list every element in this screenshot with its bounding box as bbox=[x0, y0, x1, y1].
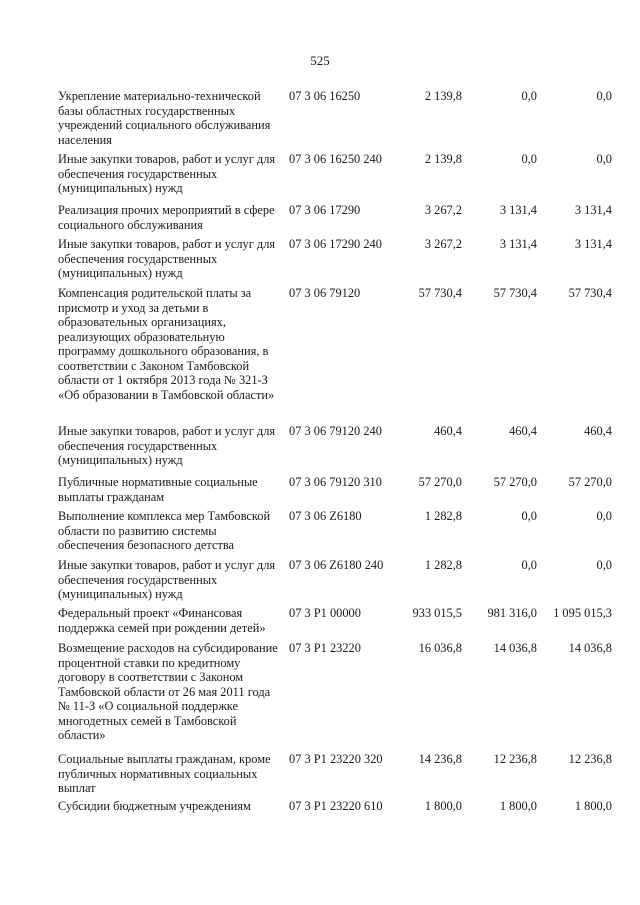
amount-year-2: 0,0 bbox=[521, 89, 537, 103]
item-code: 07 3 06 79120 bbox=[289, 286, 361, 300]
item-code: 07 3 06 16250 bbox=[289, 89, 361, 103]
page-number: 525 bbox=[310, 53, 330, 68]
item-name: Иные закупки товаров, работ и услуг для обеспечения государственных (муниципальных) нужд bbox=[58, 152, 276, 195]
item-name: Субсидии бюджетным учреждениям bbox=[58, 799, 251, 813]
amount-year-3: 0,0 bbox=[596, 509, 612, 523]
item-name: Иные закупки товаров, работ и услуг для обеспечения государственных (муниципальных) нужд bbox=[58, 424, 276, 467]
amount-year-1: 57 730,4 bbox=[418, 286, 462, 300]
item-name: Федеральный проект «Финансовая поддержка семей при рождении детей» bbox=[58, 606, 266, 635]
amount-year-3: 57 270,0 bbox=[568, 475, 612, 489]
amount-year-1: 2 139,8 bbox=[424, 89, 462, 103]
item-name: Иные закупки товаров, работ и услуг для обеспечения государственных (муниципальных) нужд bbox=[58, 558, 276, 601]
item-code: 07 3 06 17290 240 bbox=[289, 237, 382, 251]
item-code: 07 3 06 79120 310 bbox=[289, 475, 382, 489]
amount-year-1: 14 236,8 bbox=[418, 752, 462, 766]
amount-year-2: 0,0 bbox=[521, 558, 537, 572]
item-name: Компенсация родительской платы за присмотр и уход за детьми в образовательных организациях, реализующих образовательную программу дошкольного образования, в соответствии с Законом Тамбовской области от 1 октября 2013 года № 321-З «Об образовании в Тамбовской области» bbox=[58, 286, 275, 402]
amount-year-1: 933 015,5 bbox=[412, 606, 462, 620]
amount-year-2: 3 131,4 bbox=[499, 237, 537, 251]
amount-year-1: 57 270,0 bbox=[418, 475, 462, 489]
amount-year-3: 12 236,8 bbox=[568, 752, 612, 766]
item-code: 07 3 P1 23220 610 bbox=[289, 799, 383, 813]
amount-year-2: 12 236,8 bbox=[493, 752, 537, 766]
amount-year-2: 57 730,4 bbox=[493, 286, 537, 300]
amount-year-3: 57 730,4 bbox=[568, 286, 612, 300]
item-name: Укрепление материально-технической базы областных государственных учреждений социального обслуживания населения bbox=[58, 89, 271, 147]
amount-year-2: 0,0 bbox=[521, 509, 537, 523]
amount-year-3: 0,0 bbox=[596, 89, 612, 103]
item-name: Социальные выплаты гражданам, кроме публичных нормативных социальных выплат bbox=[58, 752, 271, 795]
item-code: 07 3 P1 23220 320 bbox=[289, 752, 383, 766]
amount-year-3: 1 800,0 bbox=[574, 799, 612, 813]
item-code: 07 3 06 17290 bbox=[289, 203, 361, 217]
item-name: Публичные нормативные социальные выплаты гражданам bbox=[58, 475, 258, 504]
item-code: 07 3 06 Z6180 bbox=[289, 509, 362, 523]
item-code: 07 3 06 16250 240 bbox=[289, 152, 382, 166]
amount-year-2: 3 131,4 bbox=[499, 203, 537, 217]
item-code: 07 3 06 79120 240 bbox=[289, 424, 382, 438]
item-name: Реализация прочих мероприятий в сфере социального обслуживания bbox=[58, 203, 275, 232]
item-name: Выполнение комплекса мер Тамбовской области по развитию системы обеспечения безопасного детства bbox=[58, 509, 271, 552]
amount-year-3: 460,4 bbox=[584, 424, 612, 438]
item-code: 07 3 06 Z6180 240 bbox=[289, 558, 384, 572]
amount-year-1: 1 282,8 bbox=[424, 509, 462, 523]
amount-year-1: 1 800,0 bbox=[424, 799, 462, 813]
amount-year-1: 16 036,8 bbox=[418, 641, 462, 655]
amount-year-1: 460,4 bbox=[434, 424, 462, 438]
amount-year-3: 14 036,8 bbox=[568, 641, 612, 655]
item-name: Возмещение расходов на субсидирование процентной ставки по кредитному договору в соответствии с Законом Тамбовской области от 26 мая 2011 года № 11-З «О социальной поддержке многодетных семей в Тамбовской области» bbox=[58, 641, 278, 742]
amount-year-1: 2 139,8 bbox=[424, 152, 462, 166]
amount-year-2: 981 316,0 bbox=[487, 606, 537, 620]
amount-year-3: 0,0 bbox=[596, 152, 612, 166]
amount-year-1: 3 267,2 bbox=[424, 237, 462, 251]
amount-year-1: 1 282,8 bbox=[424, 558, 462, 572]
item-code: 07 3 P1 00000 bbox=[289, 606, 361, 620]
amount-year-2: 0,0 bbox=[521, 152, 537, 166]
amount-year-2: 57 270,0 bbox=[493, 475, 537, 489]
amount-year-3: 3 131,4 bbox=[574, 237, 612, 251]
amount-year-2: 460,4 bbox=[509, 424, 537, 438]
amount-year-2: 14 036,8 bbox=[493, 641, 537, 655]
amount-year-3: 0,0 bbox=[596, 558, 612, 572]
item-name: Иные закупки товаров, работ и услуг для обеспечения государственных (муниципальных) нужд bbox=[58, 237, 276, 280]
amount-year-3: 1 095 015,3 bbox=[553, 606, 612, 620]
amount-year-1: 3 267,2 bbox=[424, 203, 462, 217]
amount-year-3: 3 131,4 bbox=[574, 203, 612, 217]
amount-year-2: 1 800,0 bbox=[499, 799, 537, 813]
item-code: 07 3 P1 23220 bbox=[289, 641, 361, 655]
